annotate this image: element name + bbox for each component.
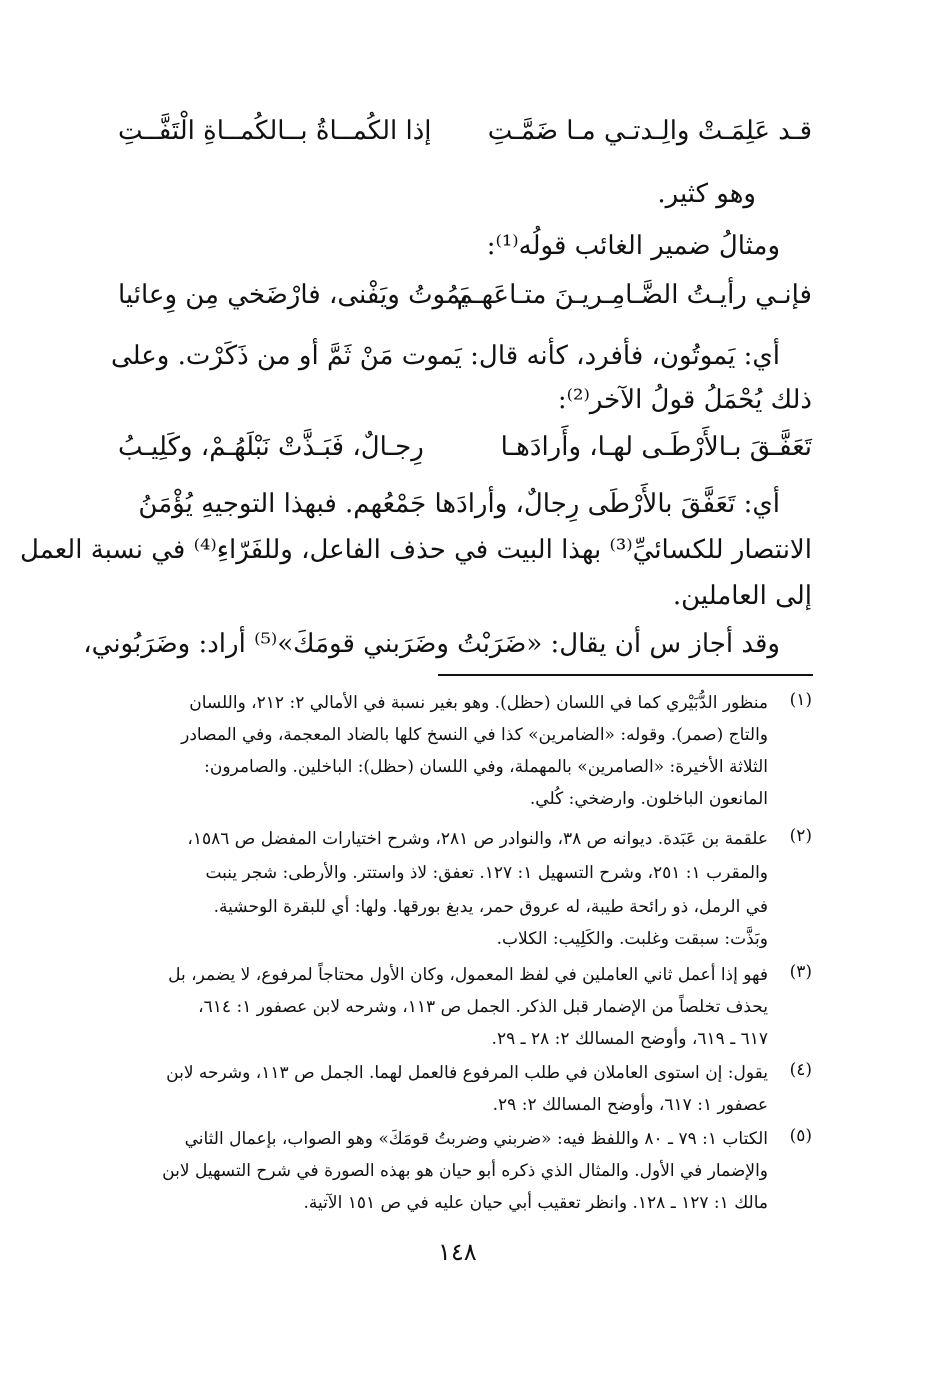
text-line: إلى العاملين. [672, 581, 812, 611]
page-number: ١٤٨ [438, 1238, 477, 1266]
footnote-line: يحذف تخلصاً من الإضمار قبل الذكر. الجمل ص ١١٣، وشرحه لابن عصفور ١: ٦١٤، [198, 997, 768, 1017]
footnote-line: فهو إذا أعمل ثاني العاملين في لفظ المعمول، وكان الأول محتاجاً لمرفوع، لا يضمر، بل [168, 965, 768, 985]
footnote-line: في الرمل، ذو رائحة طيبة، له عروق حمر، يدبغ بورقها. ولها: أي للبقرة الوحشية. [213, 897, 768, 917]
footnote-line: عصفور ١: ٦١٧، وأوضح المسالك ٢: ٢٩. [492, 1095, 768, 1115]
text-line: وقد أجاز س أن يقال: «ضَرَبْتُ وضَرَبني قومَكَ»⁽⁵⁾ أراد: وضَرَبُوني، [83, 629, 780, 659]
text-line: وهو كثير. [657, 179, 756, 209]
footnote-line: مالك ١: ١٢٧ ـ ١٢٨. وانظر تعقيب أبي حيان عليه في ص ١٥١ الآتية. [303, 1193, 768, 1213]
footnote-number: (٣) [789, 962, 812, 982]
footnote-line: علقمة بن عَبَدة. ديوانه ص ٣٨، والنوادر ص ٢٨١، وشرح اختيارات المفضل ص ١٥٨٦، [187, 829, 768, 849]
footnote-number: (٤) [789, 1060, 812, 1080]
footnote-line: منظور الدُّبَيْري كما في اللسان (حظل). وهو بغير نسبة في الأمالي ٢: ٢١٢، واللسان [189, 693, 768, 713]
footnote-line: الكتاب ١: ٧٩ ـ ٨٠ واللفظ فيه: «ضربني وضربتُ قومَكَ» وهو الصواب، بإعمال الثاني [184, 1129, 768, 1149]
text-line: ذلك يُحْمَلُ قولُ الآخر⁽²⁾: [557, 385, 812, 415]
footnote-separator [438, 674, 813, 676]
text-line: ومثالُ ضمير الغائب قولُه⁽¹⁾: [486, 231, 780, 261]
footnote-number: (٥) [789, 1126, 812, 1146]
verse3-right-hemistich: تَعَفَّـقَ بـالأَرْطَـى لهـا، وأَرادَهـا [500, 432, 812, 462]
text-line: أي: يَموتُون، فأفرد، كأنه قال: يَموت مَنْ ثَمَّ أو من ذَكَرْت. وعلى [111, 341, 780, 371]
footnote-line: والتاج (صمر). وقوله: «الضامرين» كذا في النسخ كلها بالضاد المعجمة، وفي المصادر [181, 725, 768, 745]
footnote-line: وبَذَّت: سبقت وغلبت. والكَلِيب: الكلاب. [496, 929, 768, 949]
footnote-line: يقول: إن استوى العاملان في طلب المرفوع فالعمل لهما. الجمل ص ١١٣، وشرحه لابن [166, 1063, 768, 1083]
footnote-number: (١) [789, 690, 812, 710]
footnote-line: والإضمار في الأول. والمثال الذي ذكره أبو حيان هو بهذه الصورة في شرح التسهيل لابن [162, 1161, 768, 1181]
footnote-line: والمقرب ١: ٢٥١، وشرح التسهيل ١: ١٢٧. تعفق: لاذ واستتر. والأرطى: شجر ينبت [205, 863, 768, 883]
verse1-right-hemistich: قـد عَلِمَـتْ والِـدتـي مـا ضَمَّـتِ [487, 116, 812, 146]
footnote-number: (٢) [789, 826, 812, 846]
footnote-line: المانعون الباخلون. وارضخي: كُلي. [529, 789, 768, 809]
verse3-left-hemistich: رِجـالٌ، فَبَـذَّتْ نَبْلَهُـمْ، وكَلِيـبُ [118, 432, 424, 462]
footnote-line: ٦١٧ ـ ٦١٩، وأوضح المسالك ٢: ٢٨ ـ ٢٩. [491, 1029, 768, 1049]
verse1-left-hemistich: إذا الكُمــاةُ بــالكُمــاةِ الْتَفَّــتِ [118, 116, 432, 146]
text-line: أي: تَعَفَّقَ بالأَرْطَى رِجالٌ، وأرادَها جَمْعُهم. فبهذا التوجيهِ يُؤْمَنُ [138, 489, 780, 519]
verse2-right-hemistich: فإنـي رأيـتُ الضَّـامِـريـنَ متـاعَهـم [456, 280, 812, 310]
text-line: الانتصار للكسائيِّ⁽³⁾ بهذا البيت في حذف الفاعل، وللفَرّاءِ⁽⁴⁾ في نسبة العمل [20, 535, 812, 565]
footnote-line: الثلاثة الأخيرة: «الصامرين» بالمهملة، وفي اللسان (حظل): الباخلين. والصامرون: [204, 757, 768, 777]
verse2-left-hemistich: يَمُوتُ ويَفْنى، فارْضَخي مِن وِعائيا [118, 280, 469, 310]
